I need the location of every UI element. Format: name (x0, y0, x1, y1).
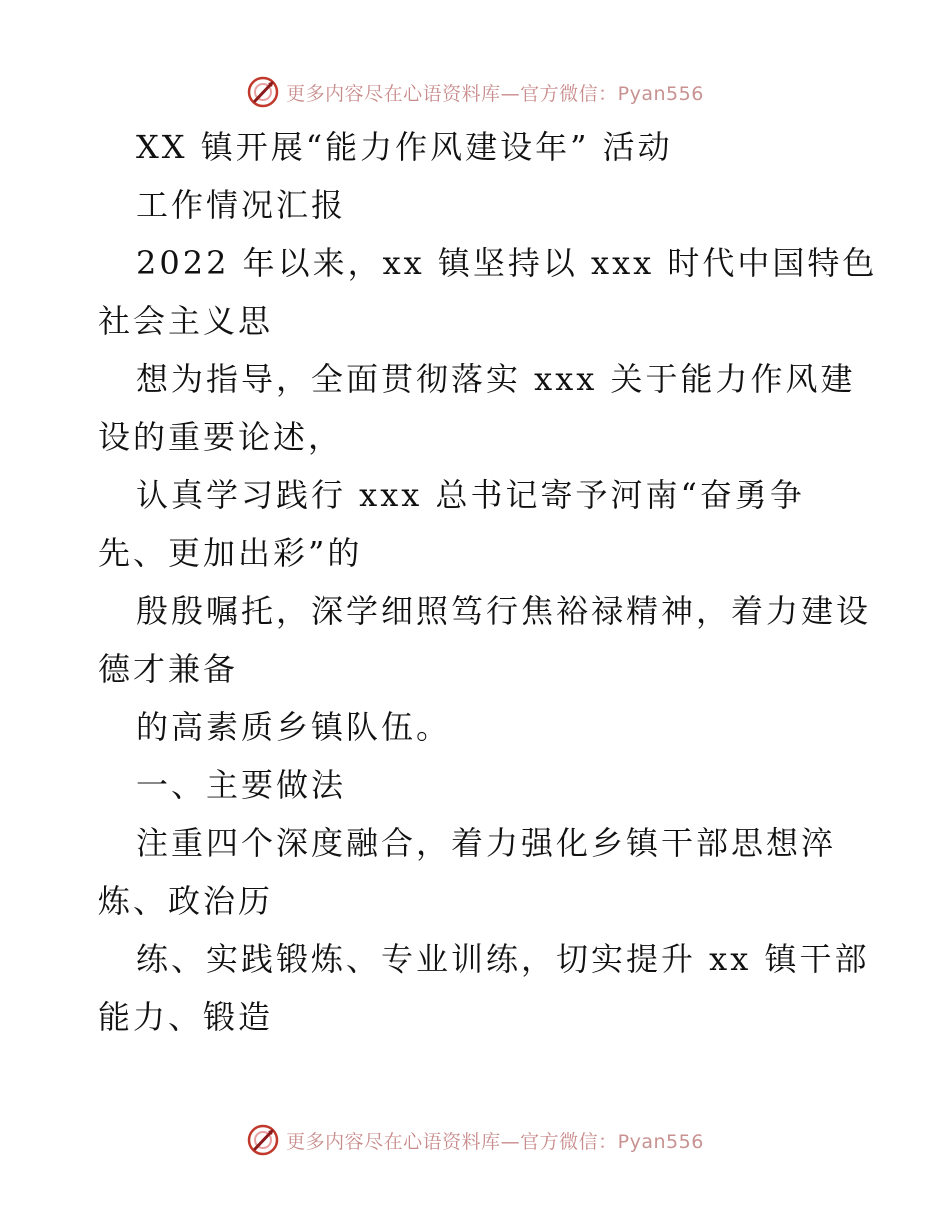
text-line: 注重四个深度融合，着力强化乡镇干部思想淬 (136, 824, 837, 862)
document-body (98, 118, 878, 1046)
text-line: 想为指导，全面贯彻落实 xxx 关于能力作风建 (136, 360, 856, 398)
watermark-text: 更多内容尽在心语资料库—官方微信：Pyan556 (286, 1130, 704, 1153)
text-line: 设的重要论述， (98, 418, 344, 456)
watermark-footer (0, 1120, 950, 1160)
text-line: 社会主义思 (98, 302, 274, 340)
text-line: 2022 年以来，xx 镇坚持以 xxx 时代中国特色 (136, 244, 878, 282)
text-line: 能力、锻造 (98, 998, 274, 1036)
text-line: 认真学习践行 xxx 总书记寄予河南“奋勇争 (136, 476, 805, 514)
text-line: 工作情况汇报 (136, 186, 347, 224)
text-line: 先、更加出彩”的 (98, 534, 363, 572)
watermark-logo-icon (246, 75, 280, 109)
watermark-header (0, 72, 950, 112)
text-line: 殷殷嘱托，深学细照笃行焦裕禄精神，着力建设 (136, 592, 872, 630)
watermark-logo-icon (246, 1123, 280, 1157)
text-line: 的高素质乡镇队伍。 (136, 708, 452, 746)
text-line: 一、主要做法 (136, 766, 347, 804)
text-line: 德才兼备 (98, 650, 239, 688)
text-line: 练、实践锻炼、专业训练，切实提升 xx 镇干部 (136, 940, 870, 978)
text-line: XX 镇开展“能力作风建设年” 活动 (136, 128, 673, 166)
text-line: 炼、政治历 (98, 882, 274, 920)
watermark-text: 更多内容尽在心语资料库—官方微信：Pyan556 (286, 82, 704, 105)
